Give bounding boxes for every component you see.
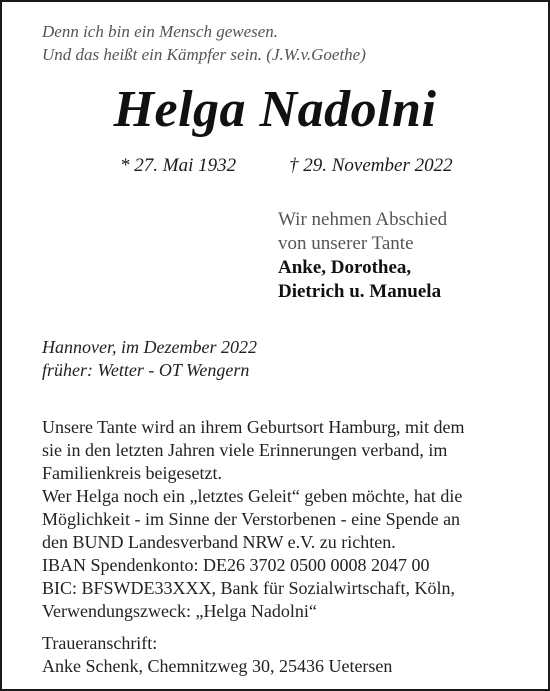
quote-line: Denn ich bin ein Mensch gewesen. [42,22,279,41]
body-line: Unsere Tante wird an ihrem Geburtsort Hamburg, mit dem [42,417,465,437]
deceased-name: Helga Nadolni [113,81,437,138]
place-and-date [42,336,257,382]
purpose-line: Verwendungszweck: „Helga Nadolni“ [42,601,317,621]
body-line: Möglichkeit - im Sinne der Verstorbenen - eine Spende an [42,509,461,529]
goethe-quote [42,20,366,66]
burial-and-donation-text [42,416,464,623]
address-value: Anke Schenk, Chemnitzweg 30, 25436 Uetersen [42,656,393,676]
birth-date: * 27. Mai 1932 [120,155,237,176]
body-line: Wer Helga noch ein „letztes Geleit“ geben möchte, hat die [42,486,463,506]
bic-line: BIC: BFSWDE33XXX, Bank für Sozialwirtschaft, Köln, [42,578,455,598]
iban-line: IBAN Spendenkonto: DE26 3702 0500 0008 2047 00 [42,555,430,575]
body-line: den BUND Landesverband NRW e.V. zu richten. [42,532,396,552]
place-line: Hannover, im Dezember 2022 [42,337,257,357]
body-line: sie in den letzten Jahren viele Erinnerungen verband, im [42,440,448,460]
mourning-address [42,632,392,678]
mourner-names: Anke, Dorothea, [278,257,412,278]
quote-line: Und das heißt ein Kämpfer sein. (J.W.v.Goethe) [42,45,366,64]
farewell-intro: Wir nehmen Abschied [278,209,448,230]
farewell-intro: von unserer Tante [278,233,414,254]
death-date: † 29. November 2022 [289,155,453,176]
address-label: Traueranschrift: [42,633,158,653]
farewell-block [278,208,447,304]
mourner-names: Dietrich u. Manuela [278,281,442,302]
body-line: Familienkreis beigesetzt. [42,463,222,483]
former-residence-line: früher: Wetter - OT Wengern [42,360,250,380]
